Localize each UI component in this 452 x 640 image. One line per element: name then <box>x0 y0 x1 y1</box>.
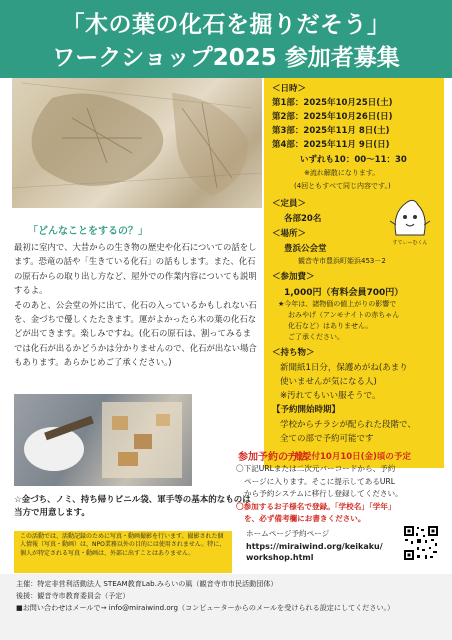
reservation-instructions <box>236 463 446 526</box>
venue-name: 豊浜公会堂 <box>284 244 327 254</box>
fee-value: 1,000円（有料会員700円） <box>284 288 404 298</box>
privacy-note: この活動では、活動記録のために写真・動画撮影を行います。撮影された個人情報（写真・動画）は、NPO業務以外の目的には使用されません。特に、個人が特定される写真・動画は、外部に出すことはありません。 <box>14 531 232 573</box>
session-3: 第3部：2025年11月 8日(土) <box>272 126 390 136</box>
contact: ■お問い合わせはメールで→ info@miraiwind.org（コンピューターからのメールを受けられる設定にしてください。） <box>16 603 395 612</box>
belongings-line-3: ※汚れてもいい服そうで。 <box>280 391 381 401</box>
session-1: 第1部：2025年10月25日(土) <box>272 98 393 108</box>
reservation-line-2: ページに入ります。そこに提示してあるURL <box>244 476 395 486</box>
belongings-line-1: 新聞紙1日分，保護めがね(あまり <box>280 363 408 373</box>
support: 後援：観音寺市教育委員会（予定） <box>16 591 130 600</box>
fee-note-2: おみやげ（アンモナイトの赤ちゃん <box>288 311 400 319</box>
qr-code[interactable] <box>403 525 439 561</box>
recruit-line-1: 学校からチラシが配られた段階で、 <box>280 420 416 430</box>
reservation-line-1: 〇下記URLまたは二次元バーコードから、予約 <box>236 464 396 473</box>
recruit-line-2: 全ての部で予約可能です <box>280 434 374 444</box>
fee-heading: ＜参加費＞ <box>272 272 315 282</box>
venue-address: 観音寺市豊浜町姫浜453－2 <box>298 257 386 265</box>
session-4: 第4部：2025年11月 9日(日) <box>272 140 390 150</box>
capacity-value: 各部20名 <box>284 214 322 224</box>
title-line-2: ワークショップ2025 参加者募集 <box>52 45 400 71</box>
general-acceptance: 一般受付10月10日(金)頃の予定 <box>286 452 411 462</box>
reservation-line-4: 〇参加するお子様名で登録。「学校名」「学年」 <box>236 501 396 511</box>
fossil-photo <box>12 78 262 208</box>
fee-note-3: 化石など）はありません。 <box>288 322 373 330</box>
footer <box>0 574 452 640</box>
header-banner <box>0 0 452 78</box>
workshop-photo <box>14 394 192 486</box>
reservation-line-5: を、必ず備考欄にお書きください。 <box>244 514 366 524</box>
reservation-heading: 参加予約の方法 <box>238 452 308 463</box>
capacity-heading: ＜定員＞ <box>272 199 307 209</box>
info-panel <box>264 78 444 468</box>
schedule-note-2: (4回ともすべて同じ内容です。) <box>294 182 391 190</box>
fee-note-1: ★今年は、諸物価の値上がりの影響で <box>278 300 397 308</box>
organizer: 主催：特定非営利活動法人 STEAM教育Lab.みらいの風（観音寺市市民活動団体） <box>16 579 278 588</box>
about-heading: 「どんなことをするの？」 <box>28 226 148 237</box>
about-paragraph-2: そのあと、公会堂の外に出て、化石の入っているかもしれない石を、金づちで優しくたたきます。運がよかったら木の葉の化石などが出てきます。楽しみですね。(化石の原石は、割ってみるまでは化石が出るかどうかは分かりませんので、化石が出ない場合もあります。あらかじめご了承ください。) <box>14 299 257 368</box>
fee-note-4: ご了承ください。 <box>288 333 344 341</box>
homepage-label: ホームページ予約ページ <box>246 529 330 538</box>
venue-heading: ＜場所＞ <box>272 229 307 239</box>
reservation-line-3: から予約システムに移行し登録してください。 <box>244 489 403 499</box>
schedule-note-1: ※流れ解散になります。 <box>304 169 380 177</box>
about-text <box>14 240 258 370</box>
mascot-illustration <box>388 195 432 247</box>
reservation-url[interactable] <box>246 541 383 563</box>
belongings-line-2: 使いませんが気になる人) <box>280 377 377 387</box>
tools-note: ☆金づち、ノミ、持ち帰りビニル袋、軍手等の基本的なものは当方で用意します。 <box>14 495 251 518</box>
about-paragraph-1: 最初に室内で、大昔からの生き物の歴史や化石についての話をします。恐竜の話や「生きている化石」の話もします。また、化石の原石からの取り出し方など、屋外での作業内容についても説明するよ。 <box>14 242 257 296</box>
url-line-1[interactable]: https://miraiwind.org/keikaku/ <box>246 542 383 551</box>
session-time: いずれも10：00～11：30 <box>300 155 407 165</box>
url-line-2[interactable]: workshop.html <box>246 553 314 562</box>
session-2: 第2部：2025年10月26日(日) <box>272 112 393 122</box>
schedule-heading: ＜日時＞ <box>272 84 307 94</box>
mascot-label: すてぃーむくん <box>392 240 428 246</box>
title-line-1: 「木の葉の化石を掘りだそう」 <box>61 12 391 38</box>
recruit-heading: 【予約開始時期】 <box>272 405 341 415</box>
belongings-heading: ＜持ち物＞ <box>272 348 315 358</box>
